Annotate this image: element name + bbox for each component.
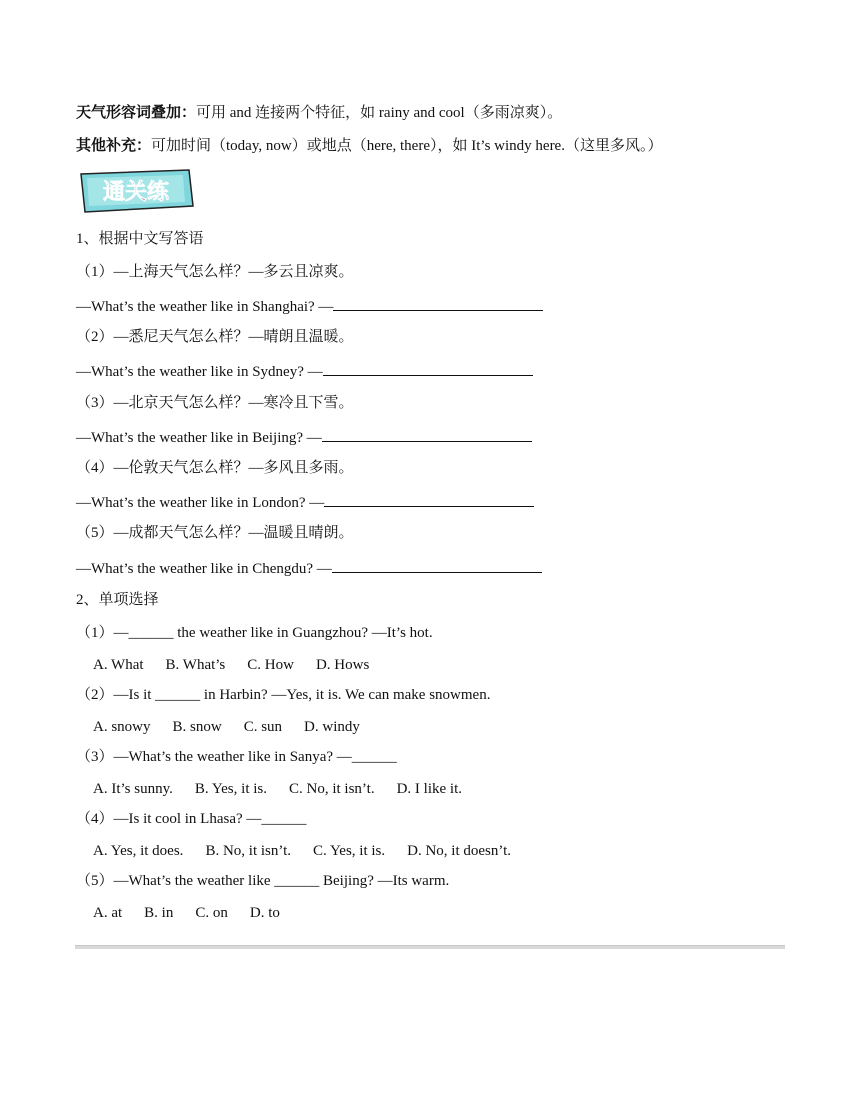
option[interactable]: C. on bbox=[195, 905, 228, 921]
option[interactable]: D. windy bbox=[304, 719, 360, 735]
s2-q5: （5）—What’s the weather like ______ Beijing? —Its warm. bbox=[76, 873, 450, 889]
option[interactable]: D. Hows bbox=[315, 657, 370, 673]
s1-q2-cn: （2）—悉尼天气怎么样？—晴朗且温暖。 bbox=[76, 329, 354, 345]
s1-q3-en bbox=[76, 426, 532, 448]
note-adjectives-label: 天气形容词叠加： bbox=[76, 105, 197, 121]
answer-blank[interactable] bbox=[323, 360, 533, 376]
s1-q5-en bbox=[76, 557, 542, 579]
option[interactable]: A. It’s sunny. bbox=[93, 781, 173, 797]
s1-q2-en bbox=[76, 360, 533, 382]
option[interactable]: C. Yes, it is. bbox=[313, 843, 386, 859]
s1-q1-en bbox=[76, 295, 543, 317]
s1-q5-cn: （5）—成都天气怎么样？—温暖且晴朗。 bbox=[76, 525, 354, 541]
practice-badge-text: 通关练 bbox=[102, 180, 170, 205]
page-divider bbox=[75, 945, 785, 949]
answer-blank[interactable] bbox=[322, 426, 532, 442]
note-adjectives bbox=[76, 103, 562, 123]
s1-q4-en-text: —What’s the weather like in London? — bbox=[76, 495, 325, 511]
note-adjectives-text: 可用 and 连接两个特征，如 rainy and cool（多雨凉爽）。 bbox=[196, 105, 563, 121]
s1-q3-en-text: —What’s the weather like in Beijing? — bbox=[76, 430, 322, 446]
option[interactable]: A. at bbox=[93, 905, 123, 921]
s2-q2-options bbox=[93, 717, 382, 737]
option[interactable]: A. Yes, it does. bbox=[93, 843, 184, 859]
option[interactable]: B. in bbox=[144, 905, 174, 921]
option[interactable]: D. to bbox=[249, 905, 280, 921]
option[interactable]: B. Yes, it is. bbox=[194, 781, 267, 797]
option[interactable]: B. No, it isn’t. bbox=[205, 843, 292, 859]
answer-blank[interactable] bbox=[333, 295, 543, 311]
answer-blank[interactable] bbox=[332, 557, 542, 573]
option[interactable]: C. No, it isn’t. bbox=[289, 781, 375, 797]
note-other-label: 其他补充： bbox=[76, 138, 152, 154]
s1-q3-cn: （3）—北京天气怎么样？—寒冷且下雪。 bbox=[76, 395, 354, 411]
s2-q4-options bbox=[93, 841, 533, 861]
option[interactable]: C. sun bbox=[243, 719, 283, 735]
option[interactable]: B. snow bbox=[172, 719, 222, 735]
s1-q2-en-text: —What’s the weather like in Sydney? — bbox=[76, 364, 323, 380]
option[interactable]: C. How bbox=[247, 657, 294, 673]
option[interactable]: A. What bbox=[93, 657, 144, 673]
option[interactable]: D. No, it doesn’t. bbox=[407, 843, 512, 859]
note-other-text: 可加时间（today, now）或地点（here, there），如 It’s windy here.（这里多风。） bbox=[151, 138, 663, 154]
s1-q1-cn: （1）—上海天气怎么样？—多云且凉爽。 bbox=[76, 264, 354, 280]
s2-q1: （1）—______ the weather like in Guangzhou? —It’s hot. bbox=[76, 625, 433, 641]
s1-q4-en bbox=[76, 491, 534, 513]
s1-q5-en-text: —What’s the weather like in Chengdu? — bbox=[76, 561, 332, 577]
s1-q1-en-text: —What’s the weather like in Shanghai? — bbox=[76, 299, 334, 315]
note-other bbox=[76, 136, 662, 156]
s2-q1-options bbox=[93, 655, 391, 675]
section2-title: 2、单项选择 bbox=[76, 592, 159, 608]
practice-badge bbox=[77, 168, 195, 214]
option[interactable]: A. snowy bbox=[93, 719, 151, 735]
section1-title: 1、根据中文写答语 bbox=[76, 231, 204, 247]
s1-q4-cn: （4）—伦敦天气怎么样？—多风且多雨。 bbox=[76, 460, 354, 476]
s2-q4: （4）—Is it cool in Lhasa? —______ bbox=[76, 811, 307, 827]
option[interactable]: D. I like it. bbox=[396, 781, 462, 797]
s2-q3-options bbox=[93, 779, 484, 799]
s2-q3: （3）—What’s the weather like in Sanya? —______ bbox=[76, 749, 397, 765]
answer-blank[interactable] bbox=[324, 491, 534, 507]
option[interactable]: B. What’s bbox=[165, 657, 226, 673]
s2-q2: （2）—Is it ______ in Harbin? —Yes, it is. We can make snowmen. bbox=[76, 687, 491, 703]
s2-q5-options bbox=[93, 903, 302, 923]
